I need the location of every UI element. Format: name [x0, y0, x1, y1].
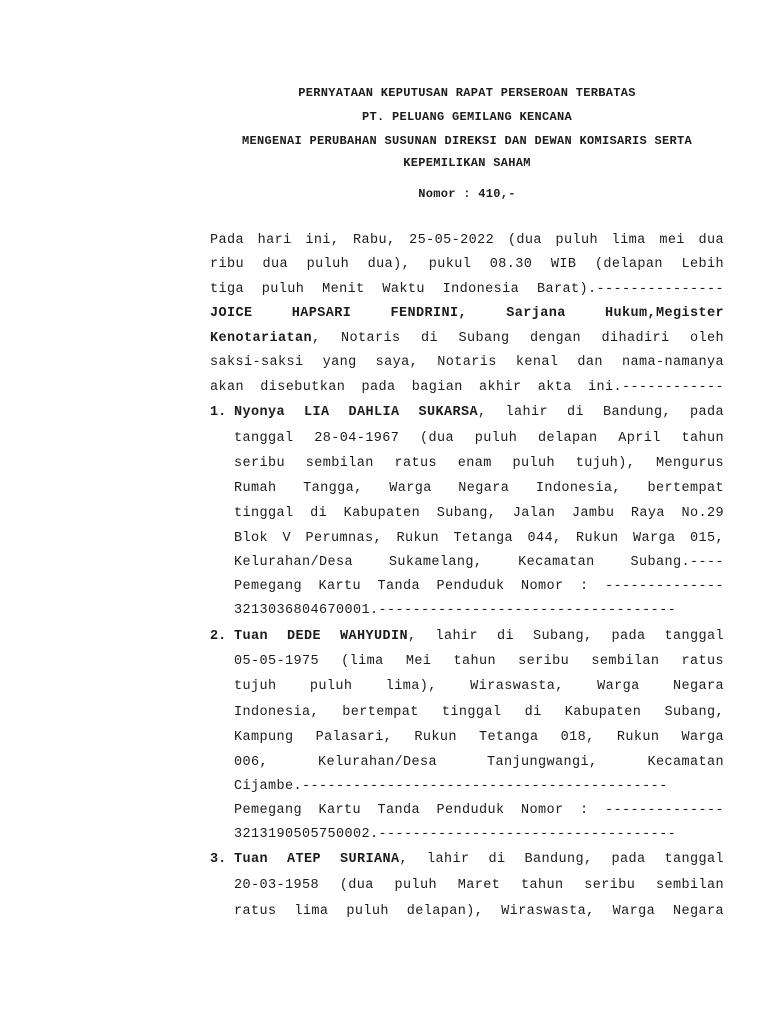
notary-name-word: HAPSARI [291, 306, 352, 321]
item-first-line [234, 405, 724, 420]
item-line: tujuh puluh lima), Wiraswasta, Warga Negara [234, 679, 724, 694]
intro-line: ribu dua puluh dua), pukul 08.30 WIB (delapan Lebih [210, 257, 724, 272]
title-line-1: PERNYATAAN KEPUTUSAN RAPAT PERSEROAN TERBATAS [298, 86, 636, 100]
item-line: Blok V Perumnas, Rukun Tetanga 044, Rukun Warga 015, [234, 531, 724, 546]
item-line: Indonesia, bertempat tinggal di Kabupaten Subang, [234, 705, 724, 720]
item-first-line [234, 629, 724, 644]
item-line: Kampung Palasari, Rukun Tetanga 018, Rukun Warga [234, 730, 724, 745]
intro-line: tiga puluh Menit Waktu Indonesia Barat).--------------- [210, 282, 724, 297]
item-first-line [234, 852, 724, 867]
item-line: Rumah Tangga, Warga Negara Indonesia, bertempat [234, 481, 724, 496]
item-text: , lahir di Subang, pada tanggal [408, 629, 725, 644]
item-line: Pemegang Kartu Tanda Penduduk Nomor : -------------- [234, 579, 724, 594]
intro-line [210, 331, 724, 346]
person-name: Tuan ATEP SURIANA [234, 852, 400, 867]
item-number: 3. [210, 852, 227, 867]
notary-title: Kenotariatan [210, 331, 313, 346]
title-company: PT. PELUANG GEMILANG KENCANA [361, 110, 573, 124]
item-line: Pemegang Kartu Tanda Penduduk Nomor : -------------- [234, 803, 724, 818]
item-line: Cijambe.------------------------------------------- [234, 779, 668, 794]
intro-line: saksi-saksi yang saya, Notaris kenal dan nama-namanya [210, 355, 724, 370]
notary-name-word: FENDRINI, [390, 306, 467, 321]
item-line: 20-03-1958 (dua puluh Maret tahun seribu sembilan [234, 878, 724, 893]
intro-line: akan disebutkan pada bagian akhir akta ini.------------ [210, 380, 724, 395]
notary-name-word: Sarjana [506, 306, 566, 321]
notary-name-word: JOICE [210, 306, 253, 321]
item-line: 006, Kelurahan/Desa Tanjungwangi, Kecamatan [234, 755, 724, 770]
item-line: 05-05-1975 (lima Mei tahun seribu sembilan ratus [234, 654, 724, 669]
item-line: seribu sembilan ratus enam puluh tujuh), Mengurus [234, 456, 724, 471]
title-line-3: MENGENAI PERUBAHAN SUSUNAN DIREKSI DAN DEWAN KOMISARIS SERTA [241, 134, 693, 148]
item-number: 2. [210, 629, 227, 644]
intro-line: Pada hari ini, Rabu, 25-05-2022 (dua puluh lima mei dua [210, 233, 724, 248]
item-line: tinggal di Kabupaten Subang, Jalan Jambu Raya No.29 [234, 506, 724, 521]
title-line-4: KEPEMILIKAN SAHAM [403, 156, 531, 170]
person-name: Tuan DEDE WAHYUDIN [234, 629, 409, 644]
notary-name-line [210, 306, 724, 321]
notary-name-word: Hukum,Megister [604, 306, 724, 321]
item-line: 3213036804670001.----------------------------------- [234, 603, 677, 618]
item-line: ratus lima puluh delapan), Wiraswasta, Warga Negara [234, 904, 724, 919]
item-text: , lahir di Bandung, pada [478, 405, 724, 420]
intro-text: , Notaris di Subang dengan dihadiri oleh [312, 331, 724, 346]
item-number: 1. [210, 405, 227, 420]
person-name: Nyonya LIA DAHLIA SUKARSA [234, 405, 478, 420]
item-line: 3213190505750002.----------------------------------- [234, 827, 677, 842]
deed-number: Nomor : 410,- [418, 187, 516, 201]
item-line: Kelurahan/Desa Sukamelang, Kecamatan Subang.---- [234, 555, 724, 570]
item-line: tanggal 28-04-1967 (dua puluh delapan April tahun [234, 431, 724, 446]
item-text: , lahir di Bandung, pada tanggal [399, 852, 724, 867]
